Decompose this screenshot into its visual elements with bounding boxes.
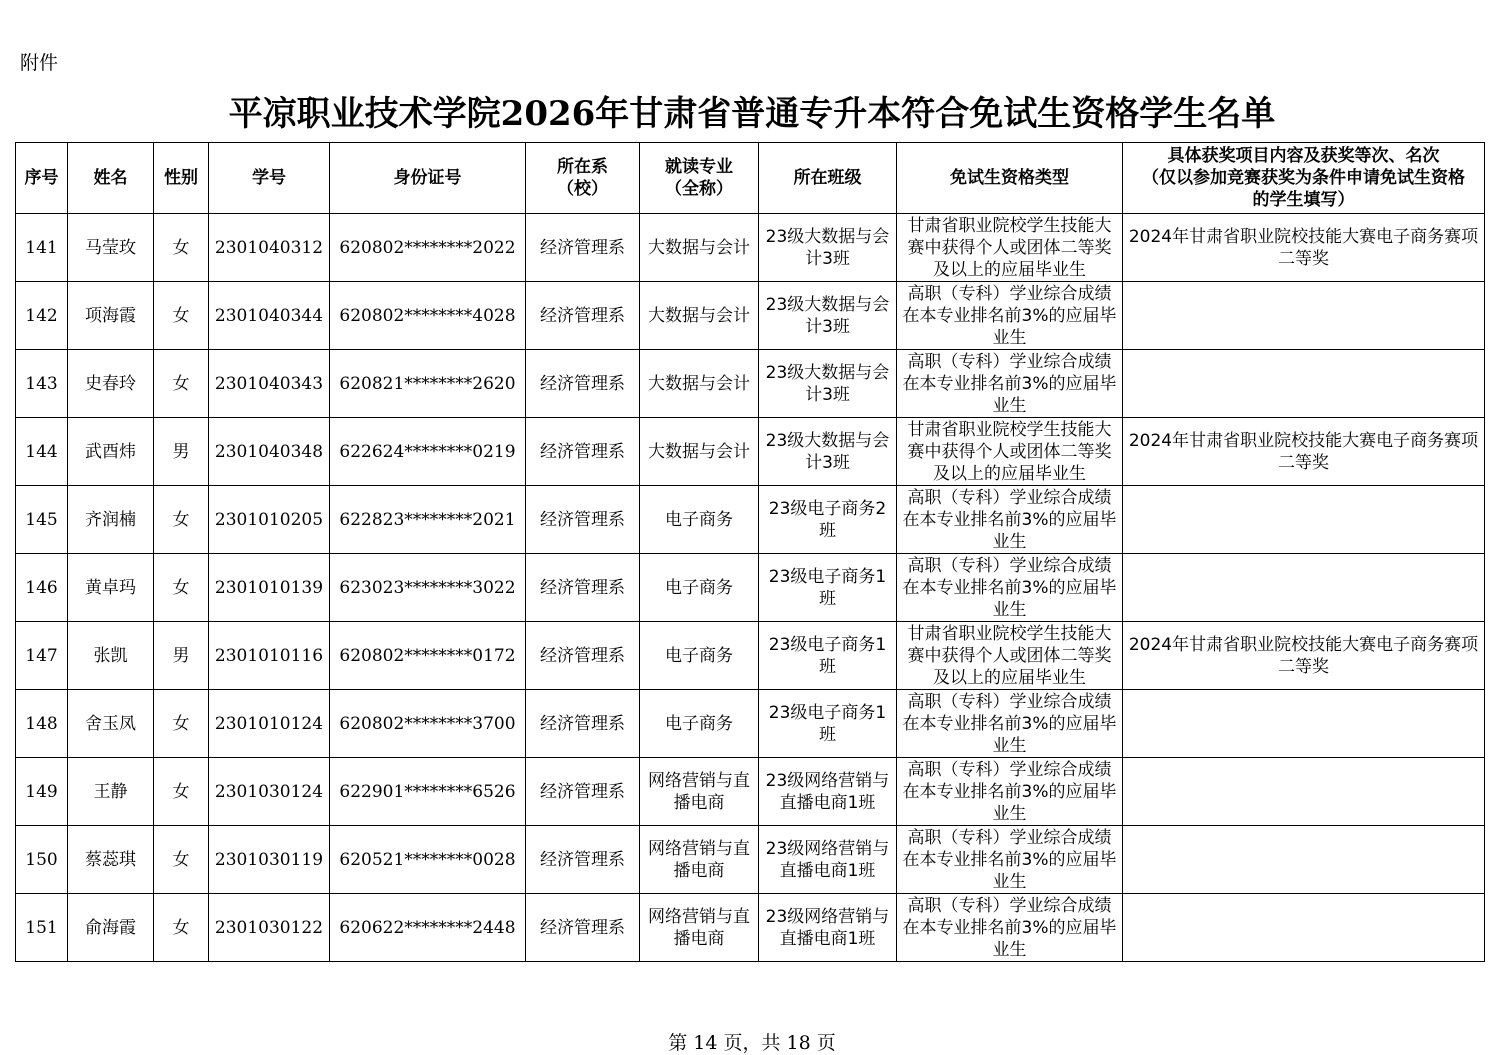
header-class: 所在班级	[759, 143, 897, 214]
cell-id-card: 623023********3022	[330, 554, 526, 622]
cell-class: 23级电子商务1班	[759, 554, 897, 622]
page-footer: 第 14 页，共 18 页	[668, 1032, 836, 1054]
cell-id-card: 620622********2448	[330, 894, 526, 962]
cell-gender: 女	[154, 350, 209, 418]
cell-major: 电子商务	[640, 690, 759, 758]
cell-major: 大数据与会计	[640, 350, 759, 418]
cell-class: 23级电子商务2班	[759, 486, 897, 554]
cell-dept: 经济管理系	[526, 282, 640, 350]
header-row	[16, 143, 1485, 214]
cell-name: 武酉炜	[68, 418, 154, 486]
cell-name: 史春玲	[68, 350, 154, 418]
table-row	[16, 350, 1485, 418]
cell-id-card: 620802********0172	[330, 622, 526, 690]
cell-class: 23级大数据与会计3班	[759, 282, 897, 350]
cell-dept: 经济管理系	[526, 486, 640, 554]
cell-name: 俞海霞	[68, 894, 154, 962]
cell-seq: 143	[16, 350, 68, 418]
table-row	[16, 758, 1485, 826]
cell-award: 2024年甘肃省职业院校技能大赛电子商务赛项二等奖	[1123, 214, 1485, 282]
cell-student-id: 2301030122	[209, 894, 330, 962]
table-row	[16, 282, 1485, 350]
cell-id-card: 622823********2021	[330, 486, 526, 554]
cell-award	[1123, 486, 1485, 554]
cell-qualification: 甘肃省职业院校学生技能大赛中获得个人或团体二等奖及以上的应届毕业生	[897, 622, 1123, 690]
cell-dept: 经济管理系	[526, 826, 640, 894]
cell-award	[1123, 826, 1485, 894]
cell-class: 23级网络营销与直播电商1班	[759, 894, 897, 962]
cell-dept: 经济管理系	[526, 350, 640, 418]
cell-name: 齐润楠	[68, 486, 154, 554]
cell-seq: 146	[16, 554, 68, 622]
cell-major: 大数据与会计	[640, 214, 759, 282]
cell-qualification: 甘肃省职业院校学生技能大赛中获得个人或团体二等奖及以上的应届毕业生	[897, 418, 1123, 486]
header-gender: 性别	[154, 143, 209, 214]
table-row	[16, 486, 1485, 554]
attachment-label: 附件	[20, 52, 59, 74]
cell-id-card: 620821********2620	[330, 350, 526, 418]
table-row	[16, 894, 1485, 962]
cell-gender: 女	[154, 690, 209, 758]
header-student-id: 学号	[209, 143, 330, 214]
table-row	[16, 690, 1485, 758]
cell-major: 大数据与会计	[640, 418, 759, 486]
header-name: 姓名	[68, 143, 154, 214]
cell-award	[1123, 282, 1485, 350]
cell-major: 网络营销与直播电商	[640, 826, 759, 894]
cell-seq: 141	[16, 214, 68, 282]
cell-major: 电子商务	[640, 486, 759, 554]
cell-qualification: 高职（专科）学业综合成绩在本专业排名前3%的应届毕业生	[897, 690, 1123, 758]
cell-award: 2024年甘肃省职业院校技能大赛电子商务赛项二等奖	[1123, 418, 1485, 486]
cell-seq: 142	[16, 282, 68, 350]
cell-qualification: 高职（专科）学业综合成绩在本专业排名前3%的应届毕业生	[897, 758, 1123, 826]
header-dept-line1: 所在系	[557, 157, 608, 177]
cell-qualification: 高职（专科）学业综合成绩在本专业排名前3%的应届毕业生	[897, 826, 1123, 894]
cell-name: 王静	[68, 758, 154, 826]
table-row	[16, 554, 1485, 622]
student-roster-table	[15, 142, 1485, 962]
cell-major: 网络营销与直播电商	[640, 758, 759, 826]
cell-seq: 144	[16, 418, 68, 486]
cell-gender: 男	[154, 622, 209, 690]
cell-student-id: 2301030124	[209, 758, 330, 826]
cell-dept: 经济管理系	[526, 214, 640, 282]
header-major-line2: （全称）	[665, 179, 733, 199]
cell-seq: 147	[16, 622, 68, 690]
cell-seq: 150	[16, 826, 68, 894]
cell-name: 黄卓玛	[68, 554, 154, 622]
cell-id-card: 620802********2022	[330, 214, 526, 282]
cell-class: 23级电子商务1班	[759, 690, 897, 758]
table-row	[16, 826, 1485, 894]
cell-student-id: 2301040312	[209, 214, 330, 282]
page-title: 平凉职业技术学院2026年甘肃省普通专升本符合免试生资格学生名单	[228, 94, 1276, 134]
cell-major: 网络营销与直播电商	[640, 894, 759, 962]
cell-name: 马莹玫	[68, 214, 154, 282]
cell-seq: 151	[16, 894, 68, 962]
cell-gender: 男	[154, 418, 209, 486]
header-major	[640, 143, 759, 214]
cell-id-card: 622624********0219	[330, 418, 526, 486]
cell-award	[1123, 894, 1485, 962]
cell-class: 23级大数据与会计3班	[759, 418, 897, 486]
cell-gender: 女	[154, 214, 209, 282]
cell-award	[1123, 554, 1485, 622]
cell-student-id: 2301010139	[209, 554, 330, 622]
cell-id-card: 622901********6526	[330, 758, 526, 826]
cell-class: 23级大数据与会计3班	[759, 214, 897, 282]
cell-dept: 经济管理系	[526, 894, 640, 962]
cell-qualification: 高职（专科）学业综合成绩在本专业排名前3%的应届毕业生	[897, 282, 1123, 350]
cell-qualification: 甘肃省职业院校学生技能大赛中获得个人或团体二等奖及以上的应届毕业生	[897, 214, 1123, 282]
cell-award	[1123, 690, 1485, 758]
cell-gender: 女	[154, 554, 209, 622]
header-qualification: 免试生资格类型	[897, 143, 1123, 214]
cell-dept: 经济管理系	[526, 758, 640, 826]
cell-id-card: 620521********0028	[330, 826, 526, 894]
cell-gender: 女	[154, 826, 209, 894]
header-award-line3: 的学生填写）	[1252, 190, 1355, 210]
cell-name: 项海霞	[68, 282, 154, 350]
cell-class: 23级大数据与会计3班	[759, 350, 897, 418]
cell-id-card: 620802********3700	[330, 690, 526, 758]
table-row	[16, 214, 1485, 282]
cell-student-id: 2301030119	[209, 826, 330, 894]
cell-id-card: 620802********4028	[330, 282, 526, 350]
cell-class: 23级网络营销与直播电商1班	[759, 758, 897, 826]
cell-gender: 女	[154, 758, 209, 826]
cell-student-id: 2301010116	[209, 622, 330, 690]
cell-seq: 149	[16, 758, 68, 826]
cell-dept: 经济管理系	[526, 418, 640, 486]
cell-seq: 148	[16, 690, 68, 758]
cell-major: 大数据与会计	[640, 282, 759, 350]
header-dept-line2: （校）	[557, 179, 608, 199]
table-row	[16, 418, 1485, 486]
cell-student-id: 2301040344	[209, 282, 330, 350]
cell-award: 2024年甘肃省职业院校技能大赛电子商务赛项二等奖	[1123, 622, 1485, 690]
cell-qualification: 高职（专科）学业综合成绩在本专业排名前3%的应届毕业生	[897, 894, 1123, 962]
header-id-card: 身份证号	[330, 143, 526, 214]
header-award	[1123, 143, 1485, 214]
roster-body	[16, 214, 1485, 962]
cell-name: 舍玉凤	[68, 690, 154, 758]
cell-student-id: 2301040343	[209, 350, 330, 418]
cell-qualification: 高职（专科）学业综合成绩在本专业排名前3%的应届毕业生	[897, 486, 1123, 554]
cell-student-id: 2301010124	[209, 690, 330, 758]
cell-student-id: 2301010205	[209, 486, 330, 554]
header-award-line1: 具体获奖项目内容及获奖等次、名次	[1167, 146, 1440, 166]
table-row	[16, 622, 1485, 690]
header-award-line2: （仅以参加竞赛获奖为条件申请免试生资格	[1142, 168, 1465, 188]
cell-dept: 经济管理系	[526, 554, 640, 622]
cell-qualification: 高职（专科）学业综合成绩在本专业排名前3%的应届毕业生	[897, 554, 1123, 622]
cell-class: 23级网络营销与直播电商1班	[759, 826, 897, 894]
cell-qualification: 高职（专科）学业综合成绩在本专业排名前3%的应届毕业生	[897, 350, 1123, 418]
header-dept	[526, 143, 640, 214]
cell-dept: 经济管理系	[526, 690, 640, 758]
cell-dept: 经济管理系	[526, 622, 640, 690]
cell-gender: 女	[154, 894, 209, 962]
cell-class: 23级电子商务1班	[759, 622, 897, 690]
cell-gender: 女	[154, 486, 209, 554]
cell-award	[1123, 350, 1485, 418]
cell-major: 电子商务	[640, 554, 759, 622]
cell-name: 张凯	[68, 622, 154, 690]
cell-student-id: 2301040348	[209, 418, 330, 486]
header-major-line1: 就读专业	[665, 157, 733, 177]
cell-gender: 女	[154, 282, 209, 350]
cell-name: 蔡蕊琪	[68, 826, 154, 894]
cell-award	[1123, 758, 1485, 826]
cell-major: 电子商务	[640, 622, 759, 690]
header-seq: 序号	[16, 143, 68, 214]
cell-seq: 145	[16, 486, 68, 554]
